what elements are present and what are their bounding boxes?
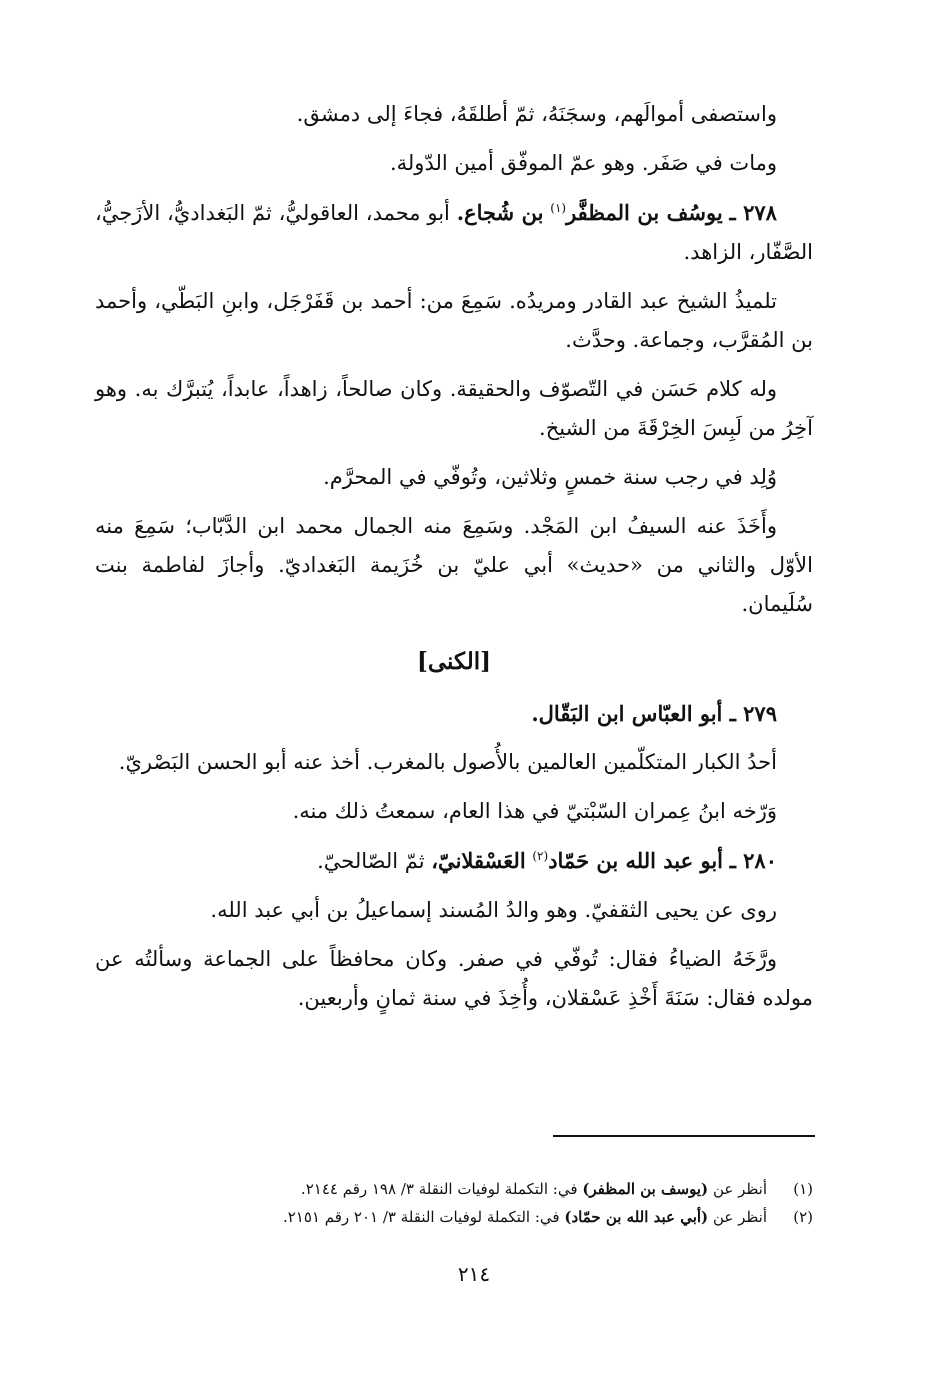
paragraph: أحدُ الكبار المتكلّمين العالمين بالأُصول بالمغرب. أخذ عنه أبو الحسن البَصْريّ. <box>118 750 777 774</box>
entry-name: أبو عبد الله بن حَمّاد <box>548 848 723 873</box>
footnote-source: في: التكملة لوفيات النقلة ٣/ ١٩٨ رقم ٢١٤٤. <box>300 1180 578 1198</box>
paragraph: وَرّخه ابنُ عِمران السّبْتيّ في هذا العام، سمعتُ ذلك منه. <box>292 799 777 823</box>
footnote-number: (٢) <box>793 1208 813 1226</box>
footnote-pre: أنظر عن <box>712 1180 767 1198</box>
paragraph: واستصفى أموالَهم، وسجَنَهُ، ثمّ أطلقَهُ، فجاءَ إلى دمشق. <box>296 102 777 126</box>
section-heading: [الكنى] <box>417 648 491 675</box>
entry-278 <box>95 193 813 272</box>
footnote-text <box>283 1203 767 1231</box>
entry-279: ٢٧٩ ـ أبو العبّاس ابن البَقّال. <box>531 701 777 726</box>
footnotes <box>180 1175 813 1231</box>
paragraph: روى عن يحيى الثقفيّ. وهو والدُ المُسند إسماعيلُ بن أبي عبد الله. <box>210 898 777 922</box>
footnote-subject: (يوسف بن المظفر) <box>582 1180 709 1198</box>
footnote-separator <box>553 1135 815 1137</box>
footnote-subject: (أبي عبد الله بن حمّاد) <box>564 1208 709 1226</box>
footnote-1 <box>180 1175 813 1203</box>
entry-number: ٢٨٠ ـ <box>729 848 777 873</box>
footnote-number: (١) <box>793 1180 813 1198</box>
footnote-source: في: التكملة لوفيات النقلة ٣/ ٢٠١ رقم ٢١٥١. <box>282 1208 560 1226</box>
footnote-ref: (١) <box>550 201 567 215</box>
page-body <box>95 95 813 1018</box>
entry-280 <box>95 841 813 881</box>
footnote-2 <box>180 1203 813 1231</box>
entry-name-rest: العَسْقلانيّ، <box>431 848 526 873</box>
footnote-text <box>301 1175 767 1203</box>
paragraph: ومات في صَفَر. وهو عمّ الموفّق أمين الدّولة. <box>389 151 777 175</box>
paragraph: ورَّخَهُ الضياءُ فقال: تُوفّي في صفر. وكان محافظاً على الجماعة وسألتُه عن مولده فقال: سَنَةَ أَخْذِ عَسْقلان، وأُخِذَ في سنة ثمانٍ وأربعين. <box>95 947 813 1010</box>
page-number: ٢١٤ <box>457 1262 491 1286</box>
entry-text: ثمّ الصّالحيّ. <box>317 849 425 873</box>
footnote-pre: أنظر عن <box>712 1208 767 1226</box>
paragraph: وله كلام حَسَن في التّصوّف والحقيقة. وكان صالحاً، زاهداً، عابداً، يُتبرَّك به. وهو آخِرُ من لَبِسَ الخِرْقَةَ من الشيخ. <box>95 377 813 440</box>
footnote-ref: (٢) <box>532 849 549 863</box>
entry-name: يوسُف بن المظفَّر <box>566 200 723 225</box>
entry-name-rest: بن شُجاع. <box>456 200 544 225</box>
paragraph: تلميذُ الشيخ عبد القادر ومريدُه. سَمِعَ من: أحمد بن قَفَرْجَل، وابنِ البَطّي، وأحمد بن المُقرَّب، وجماعة. وحدَّث. <box>95 289 813 352</box>
entry-number: ٢٧٨ ـ <box>729 200 777 225</box>
paragraph: وأَخَذَ عنه السيفُ ابن المَجْد. وسَمِعَ منه الجمال محمد ابن الدَّبّاب؛ سَمِعَ منه الأوّل والثاني من «حديث» أبي عليّ بن خُزَيمة البَغداديّ. وأجازَ لفاطمة بنت سُلَيمان. <box>95 514 813 616</box>
entry-text: أبو محمد، العاقوليُّ، ثمّ البَغداديُّ، الأزَجيُّ، الصَّفّار، الزاهد. <box>95 201 813 264</box>
paragraph: وُلِد في رجب سنة خمسٍ وثلاثين، وتُوفّي في المحرَّم. <box>323 465 777 489</box>
